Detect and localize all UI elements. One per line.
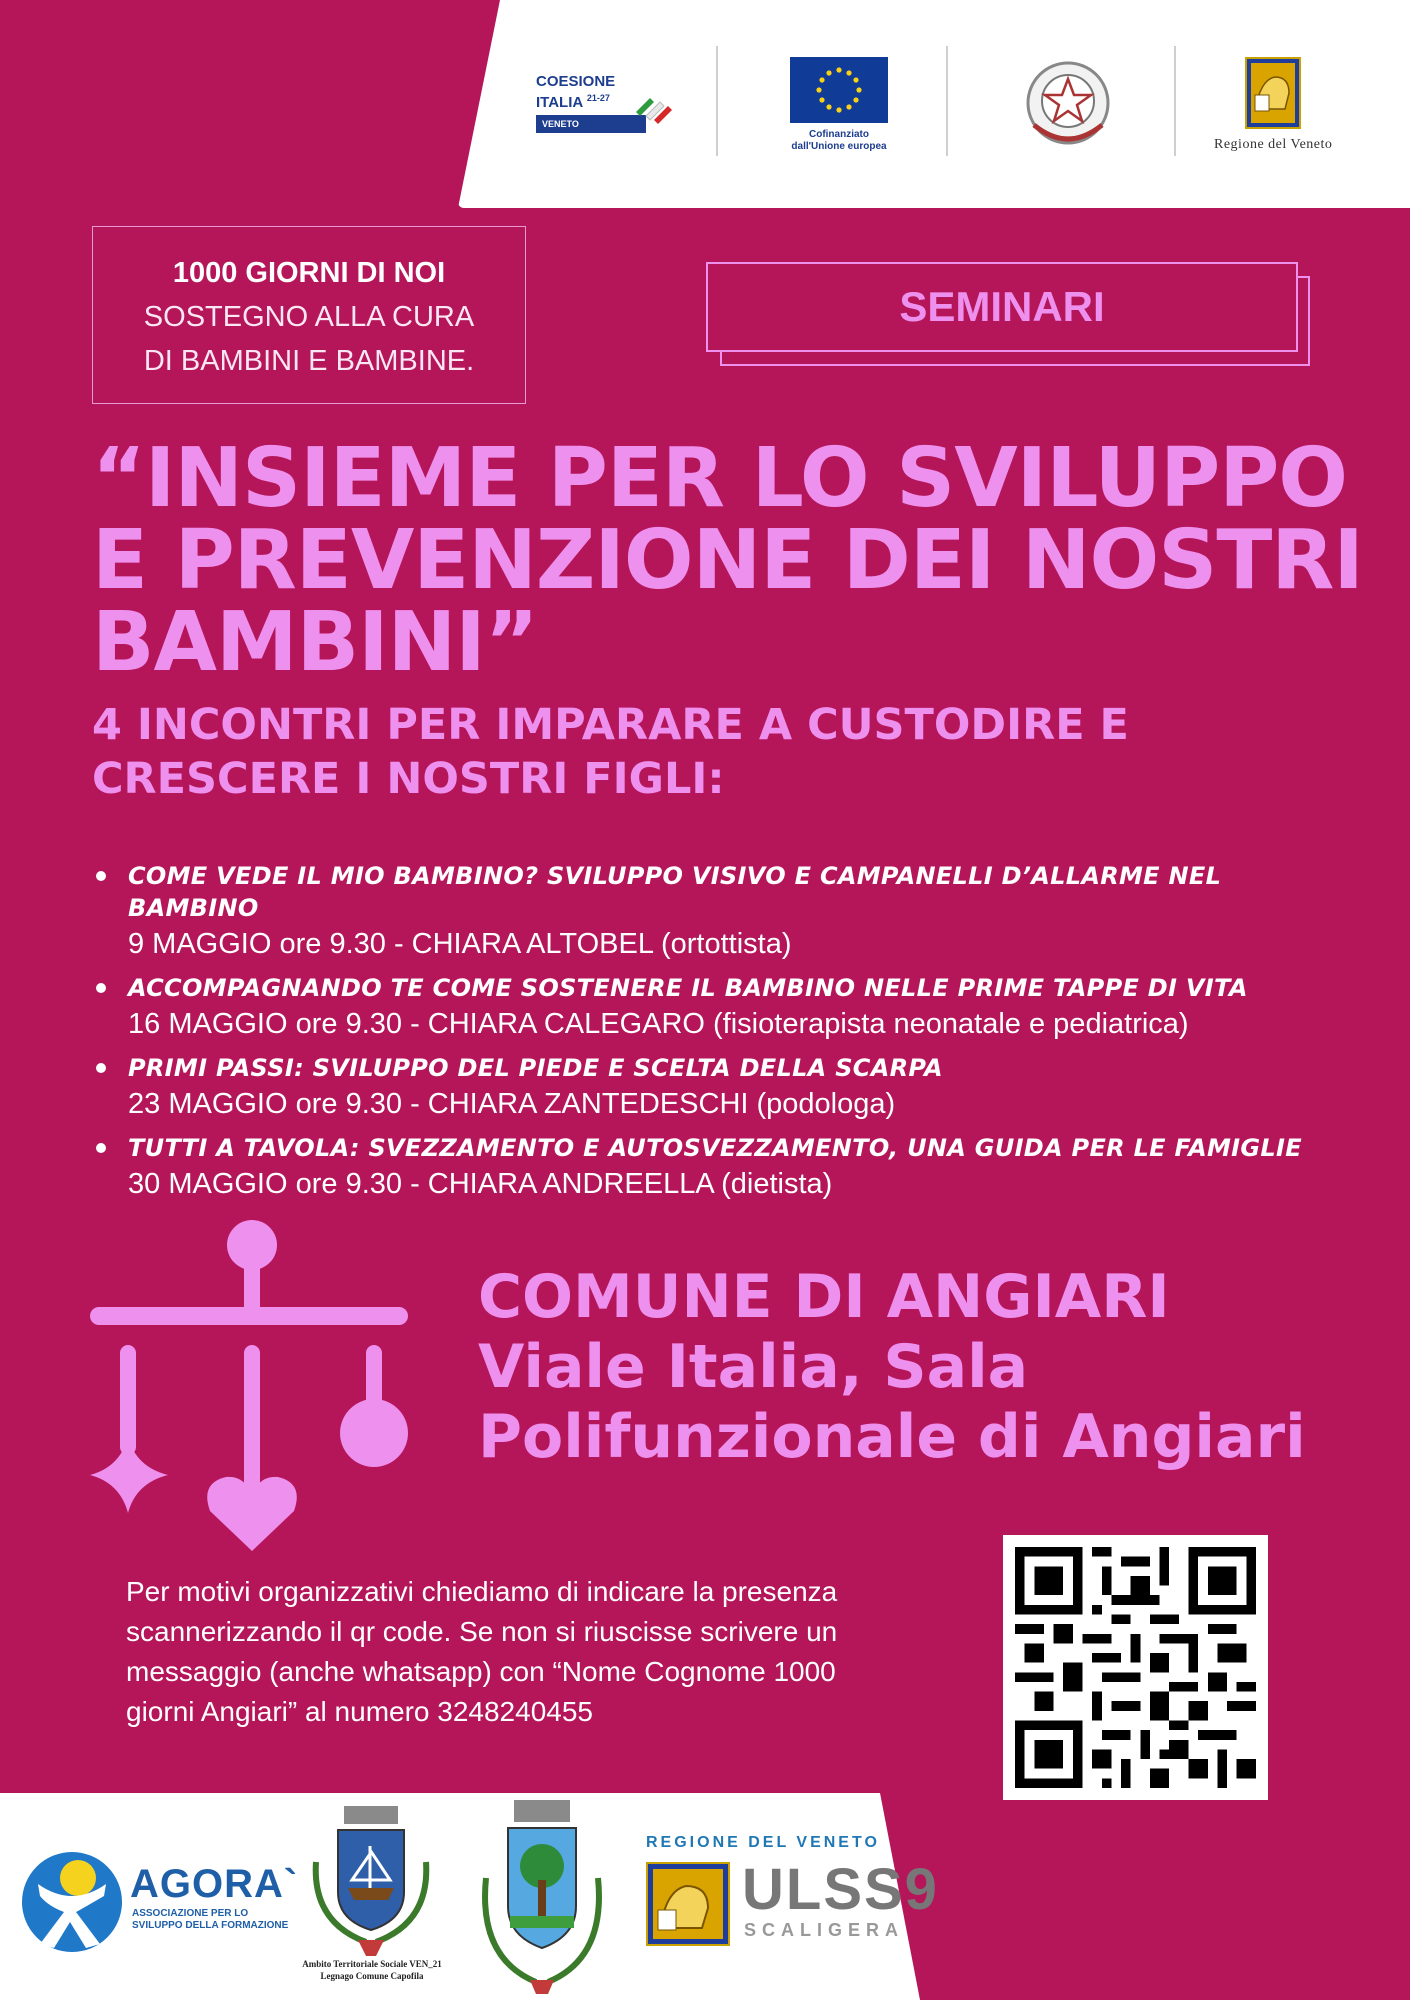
location-line-1: COMUNE DI ANGIARI [478, 1262, 1170, 1332]
legnago-coat-of-arms-icon [306, 1802, 436, 1960]
logo-divider [1174, 46, 1176, 156]
list-item [96, 860, 1356, 964]
notice-line-4: giorni Angiari” al numero 3248240455 [126, 1696, 593, 1727]
regione-veneto-label: REGIONE DEL VENETO [646, 1834, 880, 1851]
event-location [478, 1262, 1378, 1472]
subtitle-line-2: CRESCERE I NOSTRI FIGLI: [92, 754, 725, 804]
seminari-label: SEMINARI [706, 262, 1298, 352]
program-line-1: SOSTEGNO ALLA CURA [143, 301, 475, 333]
ulss-name: ULSS9 [742, 1857, 939, 1922]
location-line-3: Polifunzionale di Angiari [478, 1402, 1306, 1472]
qr-code[interactable] [1003, 1535, 1268, 1800]
eu-logo: Cofinanziato dall'Unione europea [790, 40, 888, 170]
logo-divider [716, 46, 718, 156]
bullet-icon [96, 871, 106, 881]
agora-logo-icon [20, 1850, 124, 1954]
program-line-2: DI BAMBINI E BAMBINE. [143, 345, 475, 377]
agora-tagline: ASSOCIAZIONE PER LO SVILUPPO DELLA FORMAZIONE [132, 1908, 289, 1931]
lion-of-st-mark-icon [1245, 57, 1301, 129]
baby-mobile-icon [90, 1215, 410, 1555]
regione-lion-icon [646, 1862, 730, 1946]
title-line-2: E PREVENZIONE DEI NOSTRI [92, 513, 1363, 608]
ulss-subtitle: SCALIGERA [744, 1920, 905, 1940]
qr-code-icon [1015, 1547, 1256, 1788]
agora-name: AGORA` [130, 1862, 299, 1906]
notice-line-2: scannerizzando il qr code. Se non si riuscisse scrivere un [126, 1616, 838, 1647]
eu-stars-icon [790, 57, 888, 123]
meeting-detail: 16 MAGGIO ore 9.30 - CHIARA CALEGARO (fisioterapista neonatale e pediatrica) [128, 1008, 1189, 1040]
meeting-title: PRIMI PASSI: SVILUPPO DEL PIEDE E SCELTA DELLA SCARPA [128, 1054, 943, 1082]
main-title [92, 431, 1392, 690]
location-line-2: Viale Italia, Sala [478, 1332, 1029, 1402]
repubblica-italiana-emblem [1020, 40, 1116, 170]
coesione-italia-logo: COESIONE ITALIA $^{21-27}$ VENETO [536, 40, 646, 170]
meeting-detail: 23 MAGGIO ore 9.30 - CHIARA ZANTEDESCHI (podologa) [128, 1088, 896, 1120]
title-line-1: “INSIEME PER LO SVILUPPO [92, 431, 1348, 526]
meeting-detail: 9 MAGGIO ore 9.30 - CHIARA ALTOBEL (ortottista) [128, 928, 792, 960]
notice-line-3: messaggio (anche whatsapp) con “Nome Cognome 1000 [126, 1656, 836, 1687]
program-tag-box [92, 226, 526, 404]
logo-divider [946, 46, 948, 156]
meeting-title: ACCOMPAGNANDO TE COME SOSTENERE IL BAMBINO NELLE PRIME TAPPE DI VITA [128, 974, 1248, 1002]
bullet-icon [96, 983, 106, 993]
subtitle-line-1: 4 INCONTRI PER IMPARARE A CUSTODIRE E [92, 700, 1129, 750]
list-item [96, 972, 1356, 1044]
meetings-list [96, 860, 1356, 1212]
title-line-3: BAMBINI” [92, 595, 538, 690]
meeting-detail: 30 MAGGIO ore 9.30 - CHIARA ANDREELLA (dietista) [128, 1168, 833, 1200]
registration-notice [126, 1572, 1006, 1732]
list-item [96, 1052, 1356, 1124]
subtitle [92, 698, 1332, 806]
regione-veneto-logo: Regione del Veneto [1214, 40, 1332, 170]
bullet-icon [96, 1143, 106, 1153]
meeting-title: COME VEDE IL MIO BAMBINO? SVILUPPO VISIVO E CAMPANELLI D’ALLARME NEL BAMBINO [128, 862, 1222, 922]
program-name: 1000 GIORNI DI NOI [172, 257, 446, 289]
meeting-title: TUTTI A TAVOLA: SVEZZAMENTO E AUTOSVEZZAMENTO, UNA GUIDA PER LE FAMIGLIE [128, 1134, 1302, 1162]
notice-line-1: Per motivi organizzativi chiediamo di indicare la presenza [126, 1576, 838, 1607]
bullet-icon [96, 1063, 106, 1073]
list-item [96, 1132, 1356, 1204]
ambito-caption: Ambito Territoriale Sociale VEN_21 Legnago Comune Capofila [302, 1959, 442, 1981]
angiari-coat-of-arms-icon [474, 1798, 610, 1998]
